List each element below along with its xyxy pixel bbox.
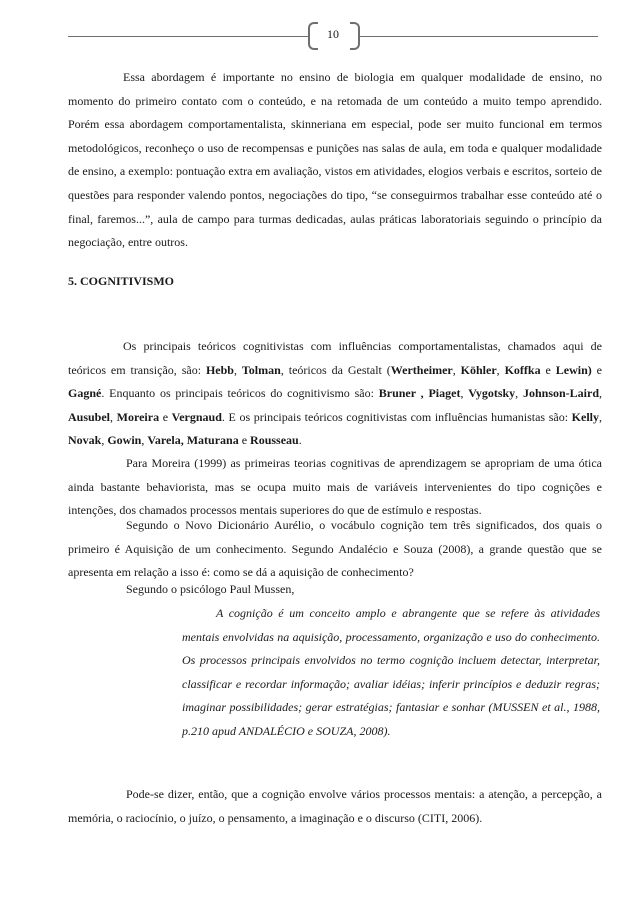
header-rule-right [358, 36, 598, 37]
paragraph-teoricos: Os principais teóricos cognitivistas com influências comportamentalistas, chamados aqui de teóricos em transição, são: Hebb, Tolman, teóricos da Gestalt (Wertheimer, Köhler, Koffka e Lewin) e Gagné. Enquanto os principais teóricos do cognitivismo são: Bruner , Piaget, Vygotsky, Johnson-Laird, Ausubel, Moreira e Vergnaud. E os principais teóricos cognitivistas com influências humanistas são: Kelly, Novak, Gowin, Varela, Maturana e Rousseau. [68, 339, 603, 448]
paragraph-moreira: Para Moreira (1999) as primeiras teorias cognitivas de aprendizagem se apropriam de uma ótica ainda bastante behaviorista, mas se ocupa muito mais de variáveis intervenientes do tipo cognições e intenções, dos chamados processos mentais superiores do que de estímulo e respostas. [68, 456, 602, 518]
paragraph-aurelio: Segundo o Novo Dicionário Aurélio, o vocábulo cognição tem três significados, dos quais o primeiro é Aquisição de um conhecimento. Segundo Andalécio e Souza (2008), a grande questão que se apresenta em relação a isso é: como se dá a aquisição de conhecimento? [68, 518, 602, 580]
paragraph-abordagem: Essa abordagem é importante no ensino de biologia em qualquer modalidade de ensino, no momento do primeiro contato com o conteúdo, e na retomada de um conteúdo a muito tempo aprendido. Porém essa abordagem comportamentalista, skinneriana em especial, pode ser muito funcional em termos metodológicos, reconheço o uso de recompensas e punições nas salas de aula, em toda e qualquer modalidade de ensino, a exemplo: pontuação extra em avaliação, vistos em atividades, elogios verbais e escritos, sorteio de questões para responder valendo pontos, negociações do tipo, “se conseguirmos trabalhar esse conteúdo até o final, faremos...”, aula de campo para turmas dedicadas, aulas práticas laboratoriais seguindo o princípio da negociação, entre outros. [68, 70, 602, 250]
page-number: 10 [327, 27, 339, 41]
paragraph-mussen-intro: Segundo o psicólogo Paul Mussen, [126, 582, 295, 596]
left-bracket-icon [308, 22, 318, 50]
header-rule-left [68, 36, 310, 37]
paragraph-cognicao: Pode-se dizer, então, que a cognição envolve vários processos mentais: a atenção, a percepção, a memória, o raciocínio, o juízo, o pensamento, a imaginação e o discurso (CITI, 2006). [68, 787, 602, 825]
block-quote: A cognição é um conceito amplo e abrangente que se refere às atividades mentais envolvidas na aquisição, processamento, organização e uso do conhecimento. Os processos principais envolvidos no termo cognição incluem detectar, interpretar, classificar e recordar informação; avaliar idéias; inferir princípios e deduzir regras; imaginar possibilidades; gerar estratégias; fantasiar e sonhar (MUSSEN et al., 1988, p.210 apud ANDALÉCIO e SOUZA, 2008). [182, 606, 600, 738]
section-heading: 5. COGNITIVISMO [68, 274, 175, 288]
